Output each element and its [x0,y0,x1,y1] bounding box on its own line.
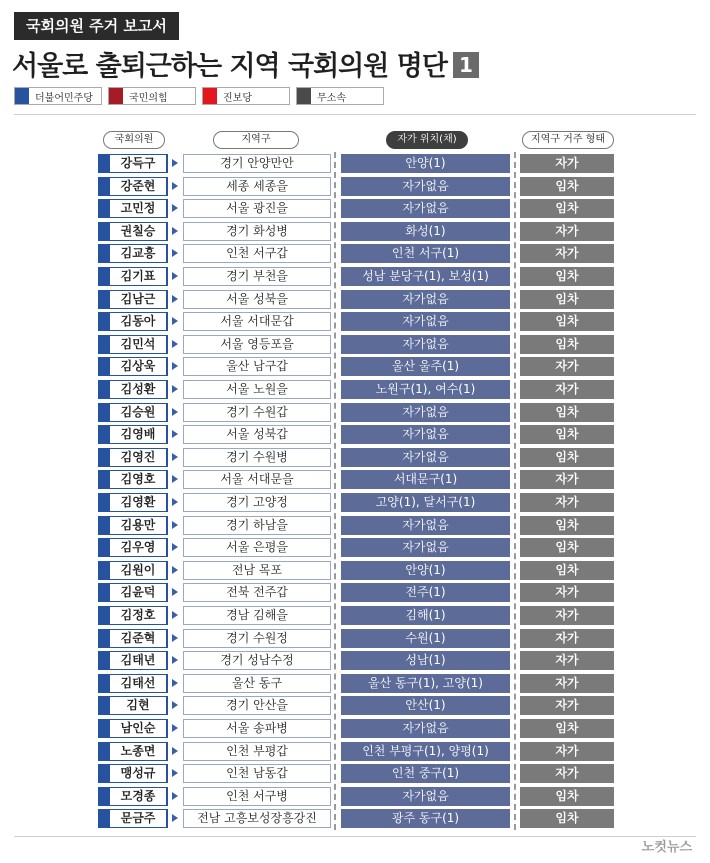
residence-type-cell: 임차 [520,787,614,806]
arrow-right-icon [172,498,178,506]
district-cell: 전북 전주갑 [183,583,331,602]
district-cell: 경기 부천을 [183,267,331,286]
member-name: 김동아 [110,313,166,330]
district-cell: 서울 영등포을 [183,335,331,354]
bottom-divider [14,836,696,837]
district-cell: 서울 서대문을 [183,470,331,489]
arrow-right-icon [172,566,178,574]
member-name-cell [98,561,168,580]
table-row [0,222,710,241]
member-name: 강준현 [110,178,166,195]
table-row [0,357,710,376]
arrow-right-icon [172,543,178,551]
member-name-cell [98,583,168,602]
member-name: 김준혁 [110,630,166,647]
member-name-cell [98,335,168,354]
member-name: 김기표 [110,268,166,285]
house-location-cell: 자가없음 [341,177,510,196]
member-name: 모경종 [110,788,166,805]
member-name-cell [98,742,168,761]
member-name-cell [98,380,168,399]
legend-item-progressive [202,87,290,105]
table-row [0,290,710,309]
arrow-right-icon [172,430,178,438]
page-title [12,44,479,83]
member-name: 김성환 [110,381,166,398]
member-name: 남인순 [110,720,166,737]
district-cell: 울산 동구 [183,674,331,693]
arrow-right-icon [172,340,178,348]
legend-label: 국민의힘 [129,92,168,104]
house-location-cell: 고양(1), 달서구(1) [341,493,510,512]
district-cell: 서울 은평을 [183,538,331,557]
house-location-cell: 노원구(1), 여수(1) [341,380,510,399]
member-name-cell [98,312,168,331]
house-location-cell: 자가없음 [341,516,510,535]
arrow-right-icon [172,385,178,393]
column-header-name: 국회의원 [103,131,165,149]
arrow-right-icon [172,634,178,642]
district-cell: 서울 성북을 [183,290,331,309]
member-name-cell [98,244,168,263]
column-header-district: 지역구 [213,131,299,149]
table-row [0,651,710,670]
district-cell: 경기 안양만안 [183,154,331,173]
member-name: 김상욱 [110,358,166,375]
house-location-cell: 인천 서구(1) [341,244,510,263]
residence-type-cell: 자가 [520,470,614,489]
member-name: 김영배 [110,426,166,443]
house-location-cell: 김해(1) [341,606,510,625]
residence-type-cell: 자가 [520,629,614,648]
residence-type-cell: 임차 [520,177,614,196]
table-row [0,244,710,263]
table-row [0,448,710,467]
member-name: 김영환 [110,494,166,511]
arrow-right-icon [172,747,178,755]
member-name-cell [98,357,168,376]
house-location-cell: 안양(1) [341,154,510,173]
residence-type-cell: 자가 [520,493,614,512]
table-row [0,199,710,218]
district-cell: 경기 수원정 [183,629,331,648]
house-location-cell: 성남(1) [341,651,510,670]
legend-swatch [203,88,217,104]
residence-type-cell: 자가 [520,696,614,715]
table-row [0,764,710,783]
house-location-cell: 울산 울주(1) [341,357,510,376]
member-name: 맹성규 [110,765,166,782]
house-location-cell: 화성(1) [341,222,510,241]
residence-type-cell: 임차 [520,516,614,535]
house-location-cell: 자가없음 [341,538,510,557]
arrow-right-icon [172,656,178,664]
residence-type-cell: 임차 [520,809,614,828]
residence-type-cell: 임차 [520,425,614,444]
arrow-right-icon [172,588,178,596]
district-cell: 서울 송파병 [183,719,331,738]
member-name-cell [98,538,168,557]
house-location-cell: 안양(1) [341,561,510,580]
table-row [0,696,710,715]
residence-type-cell: 임차 [520,538,614,557]
district-cell: 경기 성남수정 [183,651,331,670]
table-row [0,606,710,625]
district-cell: 인천 서구병 [183,787,331,806]
arrow-right-icon [172,227,178,235]
legend-swatch [15,88,29,104]
member-name: 김용만 [110,517,166,534]
member-name: 김민석 [110,336,166,353]
house-location-cell: 자가없음 [341,290,510,309]
house-location-cell: 자가없음 [341,787,510,806]
house-location-cell: 자가없음 [341,425,510,444]
member-name-cell [98,177,168,196]
house-location-cell: 전주(1) [341,583,510,602]
residence-type-cell: 임차 [520,312,614,331]
arrow-right-icon [172,611,178,619]
member-name-cell [98,516,168,535]
district-cell: 경기 수원갑 [183,403,331,422]
district-cell: 경기 하남을 [183,516,331,535]
member-name-cell [98,493,168,512]
top-divider [14,114,696,115]
district-cell: 경기 화성병 [183,222,331,241]
table-row [0,267,710,286]
table-row [0,674,710,693]
table-row [0,583,710,602]
house-location-cell: 인천 중구(1) [341,764,510,783]
member-name-cell [98,154,168,173]
residence-type-cell: 임차 [520,335,614,354]
legend-swatch [297,88,311,104]
house-location-cell: 인천 부평구(1), 양평(1) [341,742,510,761]
member-name: 노종면 [110,743,166,760]
arrow-right-icon [172,475,178,483]
residence-type-cell: 자가 [520,380,614,399]
arrow-right-icon [172,204,178,212]
arrow-right-icon [172,701,178,709]
arrow-right-icon [172,769,178,777]
residence-type-cell: 자가 [520,222,614,241]
residence-type-cell: 자가 [520,357,614,376]
member-name-cell [98,425,168,444]
residence-type-cell: 자가 [520,742,614,761]
residence-type-cell: 임차 [520,719,614,738]
arrow-right-icon [172,159,178,167]
residence-type-cell: 자가 [520,154,614,173]
house-location-cell: 자가없음 [341,448,510,467]
residence-type-cell: 임차 [520,561,614,580]
residence-type-cell: 임차 [520,199,614,218]
legend-label: 진보당 [223,92,252,104]
table-row [0,787,710,806]
district-cell: 인천 부평갑 [183,742,331,761]
member-name-cell [98,764,168,783]
arrow-right-icon [172,453,178,461]
member-name: 김우영 [110,539,166,556]
table-row [0,516,710,535]
house-location-cell: 자가없음 [341,199,510,218]
member-name-cell [98,787,168,806]
table-row [0,312,710,331]
page-number-badge: 1 [453,52,479,78]
table-row [0,742,710,761]
legend-item-ppp [108,87,196,105]
district-cell: 경기 수원병 [183,448,331,467]
arrow-right-icon [172,249,178,257]
member-name: 김남근 [110,291,166,308]
house-location-cell: 자가없음 [341,719,510,738]
arrow-right-icon [172,362,178,370]
member-name: 강득구 [110,155,166,172]
member-name-cell [98,222,168,241]
legend-label: 무소속 [317,92,346,104]
member-name: 김윤덕 [110,584,166,601]
district-cell: 전남 고흥보성장흥강진 [183,809,331,828]
arrow-right-icon [172,272,178,280]
table-row [0,629,710,648]
member-name-cell [98,403,168,422]
member-name-cell [98,696,168,715]
district-cell: 울산 남구갑 [183,357,331,376]
residence-type-cell: 자가 [520,244,614,263]
column-header-house: 자가 위치(채) [386,131,468,149]
publisher-logo: 노컷뉴스 [641,840,692,855]
arrow-right-icon [172,182,178,190]
member-name-cell [98,674,168,693]
residence-type-cell: 자가 [520,764,614,783]
house-location-cell: 안산(1) [341,696,510,715]
house-location-cell: 울산 동구(1), 고양(1) [341,674,510,693]
arrow-right-icon [172,521,178,529]
residence-type-cell: 자가 [520,606,614,625]
member-name-cell [98,651,168,670]
district-cell: 경기 안산을 [183,696,331,715]
arrow-right-icon [172,792,178,800]
member-name: 김승원 [110,404,166,421]
table-row [0,177,710,196]
column-header-type: 지역구 거주 형태 [522,131,614,149]
member-name: 김태년 [110,652,166,669]
arrow-right-icon [172,317,178,325]
arrow-right-icon [172,295,178,303]
member-name: 김영호 [110,471,166,488]
residence-type-cell: 자가 [520,583,614,602]
district-cell: 전남 목포 [183,561,331,580]
member-name: 김현 [110,697,166,714]
residence-type-cell: 임차 [520,290,614,309]
district-cell: 경남 김해을 [183,606,331,625]
house-location-cell: 자가없음 [341,335,510,354]
member-name-cell [98,290,168,309]
district-cell: 인천 서구갑 [183,244,331,263]
member-name-cell [98,470,168,489]
member-name: 문금주 [110,810,166,827]
district-cell: 서울 성북갑 [183,425,331,444]
residence-type-cell: 임차 [520,267,614,286]
house-location-cell: 서대문구(1) [341,470,510,489]
member-name: 고민정 [110,200,166,217]
district-cell: 서울 광진을 [183,199,331,218]
member-name-cell [98,719,168,738]
table-row [0,425,710,444]
member-name: 김영진 [110,449,166,466]
legend-item-democratic [14,87,102,105]
table-row [0,809,710,828]
report-tag: 국회의원 주거 보고서 [14,12,179,40]
legend-label: 더불어민주당 [35,92,93,104]
table-row [0,380,710,399]
house-location-cell: 자가없음 [341,403,510,422]
member-name: 김태선 [110,675,166,692]
member-name: 권칠승 [110,223,166,240]
legend-item-independent [296,87,384,105]
house-location-cell: 수원(1) [341,629,510,648]
table-row [0,561,710,580]
house-location-cell: 자가없음 [341,312,510,331]
member-name-cell [98,199,168,218]
member-name-cell [98,809,168,828]
member-name: 김원이 [110,562,166,579]
arrow-right-icon [172,814,178,822]
table-row [0,719,710,738]
member-name-cell [98,629,168,648]
table-row [0,154,710,173]
house-location-cell: 성남 분당구(1), 보성(1) [341,267,510,286]
title-text: 서울로 출퇴근하는 지역 국회의원 명단 [12,51,447,82]
arrow-right-icon [172,679,178,687]
arrow-right-icon [172,408,178,416]
district-cell: 서울 노원을 [183,380,331,399]
table-row [0,538,710,557]
table-row [0,335,710,354]
residence-type-cell: 임차 [520,403,614,422]
member-name: 김정호 [110,607,166,624]
member-name-cell [98,448,168,467]
residence-type-cell: 자가 [520,651,614,670]
table-row [0,493,710,512]
table-row [0,470,710,489]
legend-swatch [109,88,123,104]
member-name-cell [98,267,168,286]
arrow-right-icon [172,724,178,732]
member-name-cell [98,606,168,625]
district-cell: 경기 고양정 [183,493,331,512]
district-cell: 세종 세종을 [183,177,331,196]
party-legend [14,87,384,105]
member-name: 김교흥 [110,245,166,262]
district-cell: 인천 남동갑 [183,764,331,783]
table-row [0,403,710,422]
district-cell: 서울 서대문갑 [183,312,331,331]
house-location-cell: 광주 동구(1) [341,809,510,828]
residence-type-cell: 자가 [520,674,614,693]
residence-type-cell: 임차 [520,448,614,467]
